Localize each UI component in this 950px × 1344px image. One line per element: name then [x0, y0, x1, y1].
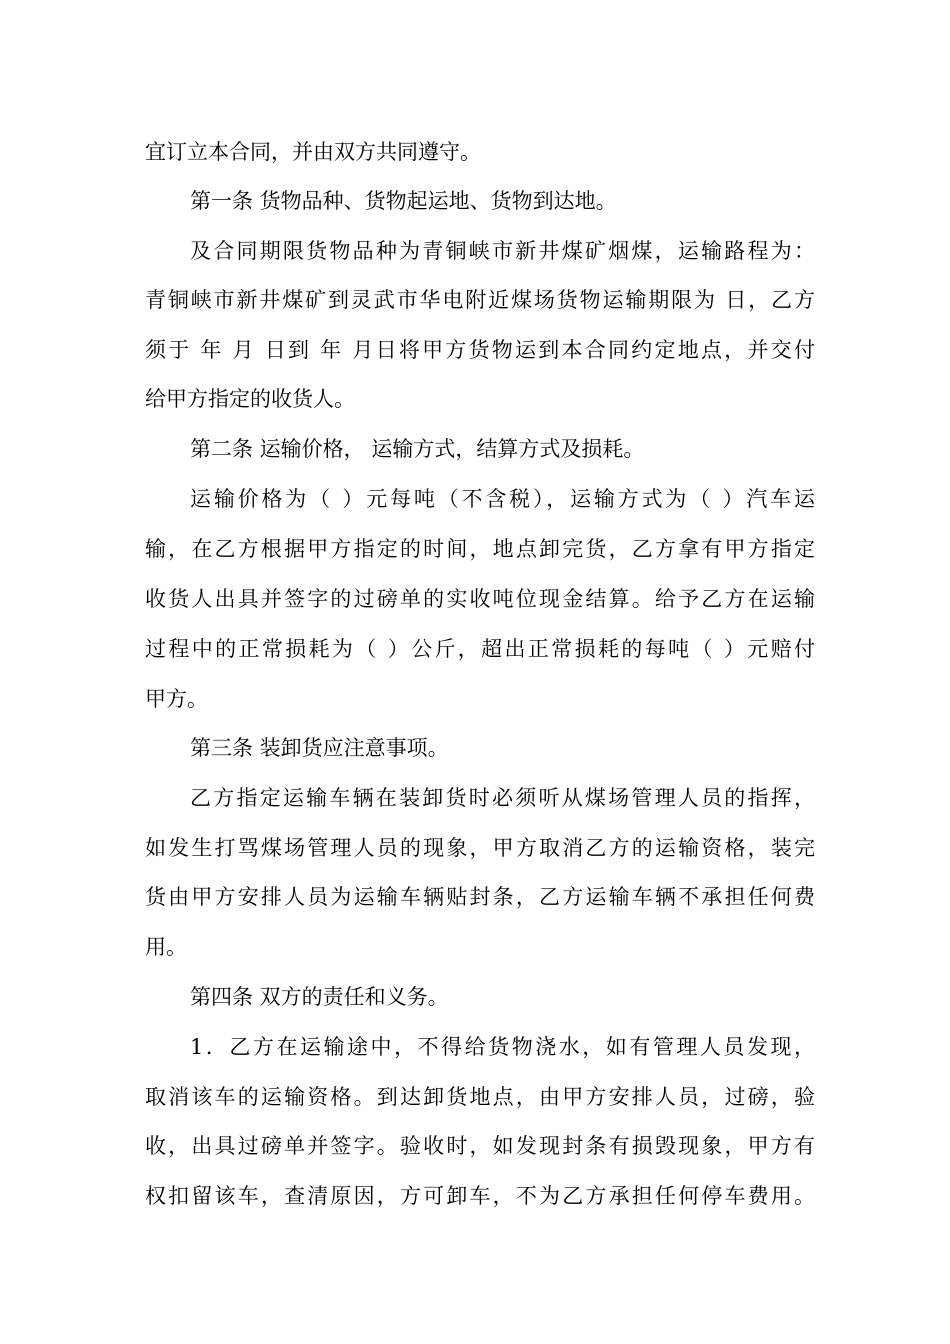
- text-line-6: 给甲方指定的收货人。: [145, 387, 355, 411]
- article-1-heading: 第一条 货物品种、货物起运地、货物到达地。: [190, 189, 617, 213]
- text-line-16: 货由甲方安排人员为运输车辆贴封条，乙方运输车辆不承担任何费: [145, 885, 815, 909]
- article-3-heading: 第三条 装卸货应注意事项。: [190, 736, 449, 760]
- text-line-15: 如发生打骂煤场管理人员的现象，甲方取消乙方的运输资格，装完: [145, 836, 815, 860]
- text-line-20: 取消该车的运输资格。到达卸货地点，由甲方安排人员，过磅，验: [145, 1085, 815, 1109]
- text-line-9: 输，在乙方根据甲方指定的时间，地点卸完货，乙方拿有甲方指定: [145, 537, 815, 561]
- text-line-21: 收，出具过磅单并签字。验收时，如发现封条有损毁现象，甲方有: [145, 1134, 815, 1158]
- text-line-4: 青铜峡市新井煤矿到灵武市华电附近煤场货物运输期限为 日，乙方: [145, 288, 815, 312]
- text-line-14: 乙方指定运输车辆在装卸货时必须听从煤场管理人员的指挥，: [190, 786, 815, 810]
- text-line-22: 权扣留该车，查清原因，方可卸车，不为乙方承担任何停车费用。: [145, 1184, 815, 1208]
- text-line-10: 收货人出具并签字的过磅单的实收吨位现金结算。给予乙方在运输: [145, 587, 815, 611]
- text-line-8: 运输价格为（ ）元每吨（不含税），运输方式为（ ）汽车运: [190, 487, 815, 511]
- text-line-11: 过程中的正常损耗为（ ）公斤，超出正常损耗的每吨（ ）元赔付: [145, 637, 815, 661]
- text-line-3: 及合同期限货物品种为青铜峡市新井煤矿烟煤，运输路程为：: [190, 239, 815, 263]
- text-line-19: 1．乙方在运输途中，不得给货物浇水，如有管理人员发现，: [190, 1035, 815, 1059]
- text-line-17: 用。: [145, 935, 187, 959]
- text-line-1: 宜订立本合同，并由双方共同遵守。: [145, 140, 481, 164]
- text-line-12: 甲方。: [145, 687, 208, 711]
- article-2-heading: 第二条 运输价格， 运输方式，结算方式及损耗。: [190, 437, 645, 461]
- text-line-5: 须于 年 月 日到 年 月日将甲方货物运到本合同约定地点，并交付: [145, 338, 815, 362]
- article-4-heading: 第四条 双方的责任和义务。: [190, 985, 449, 1009]
